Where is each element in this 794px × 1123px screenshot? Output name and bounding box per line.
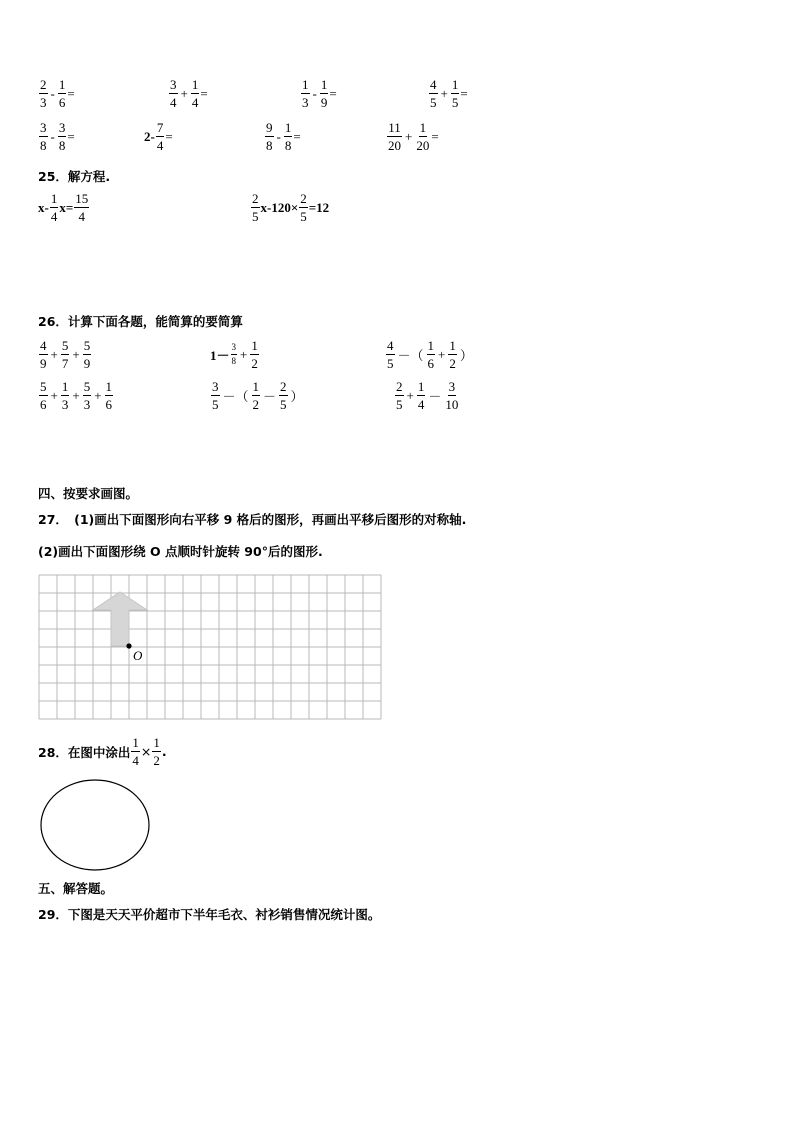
numerator: 7 bbox=[156, 120, 164, 135]
numerator: 4 bbox=[387, 338, 394, 353]
fraction bbox=[61, 339, 70, 370]
fraction bbox=[387, 121, 402, 152]
denominator: 20 bbox=[416, 138, 430, 153]
expr-r2-2 bbox=[144, 121, 173, 152]
section-4-heading: 四、按要求画图。 bbox=[38, 486, 139, 501]
equation-term: =12 bbox=[308, 199, 330, 215]
denominator: 5 bbox=[252, 209, 259, 224]
q28-lead-text: 28．在图中涂出 bbox=[38, 744, 131, 760]
q26-expr-6 bbox=[394, 380, 460, 411]
point-o bbox=[126, 643, 131, 648]
numerator: 2 bbox=[396, 379, 403, 394]
q26-expr-2 bbox=[210, 339, 260, 370]
numerator: 2 bbox=[300, 191, 307, 206]
fraction bbox=[417, 380, 426, 411]
numerator: 1 bbox=[153, 735, 160, 750]
fraction bbox=[74, 192, 89, 223]
expr-r2-1 bbox=[38, 121, 75, 152]
equals-sign: = bbox=[293, 128, 301, 144]
numerator: 3 bbox=[170, 77, 177, 92]
fraction bbox=[386, 339, 395, 370]
operator: + bbox=[406, 387, 414, 403]
denominator: 5 bbox=[280, 397, 287, 412]
fraction bbox=[252, 380, 261, 411]
fraction bbox=[429, 78, 438, 109]
grid-figure bbox=[38, 574, 388, 722]
fraction bbox=[131, 736, 140, 767]
denominator: 8 bbox=[40, 138, 47, 153]
denominator: 6 bbox=[58, 95, 66, 110]
denominator: 5 bbox=[396, 397, 403, 412]
operator: - bbox=[312, 85, 317, 101]
plus-sign: + bbox=[94, 387, 102, 403]
q27-line-2: (2)画出下面图形绕 O 点顺时针旋转 90°后的图形. bbox=[38, 544, 323, 559]
equals-sign: = bbox=[200, 85, 208, 101]
operator: － bbox=[428, 389, 442, 404]
denominator: 2 bbox=[153, 753, 160, 768]
period: . bbox=[161, 744, 167, 759]
operator: + bbox=[180, 85, 188, 101]
leading-term: 2- bbox=[144, 128, 155, 144]
denominator: 9 bbox=[320, 95, 328, 110]
operator: + bbox=[240, 346, 248, 362]
numerator: 3 bbox=[58, 120, 66, 135]
q26-expr-1 bbox=[38, 339, 92, 370]
numerator: 1 bbox=[302, 77, 309, 92]
operator: × bbox=[140, 744, 152, 759]
denominator: 4 bbox=[191, 95, 199, 110]
operator: - bbox=[276, 128, 281, 144]
denominator: 4 bbox=[417, 397, 425, 412]
denominator: 2 bbox=[252, 397, 260, 412]
fraction bbox=[284, 121, 293, 152]
numerator: 2 bbox=[40, 77, 47, 92]
numerator: 3 bbox=[212, 379, 219, 394]
q26-expr-5 bbox=[210, 380, 306, 411]
denominator: 4 bbox=[170, 95, 177, 110]
fraction bbox=[169, 78, 178, 109]
fraction bbox=[279, 380, 288, 411]
numerator: 1 bbox=[449, 338, 456, 353]
equals-sign: = bbox=[431, 128, 439, 144]
q26-title: 26．计算下面各题，能简算的要简算 bbox=[38, 314, 243, 329]
arrow-shape bbox=[93, 592, 147, 646]
numerator: 1 bbox=[320, 77, 328, 92]
equals-sign: = bbox=[329, 85, 337, 101]
denominator: 4 bbox=[50, 209, 58, 224]
operator: －（ bbox=[397, 348, 424, 363]
q26-expr-4 bbox=[38, 380, 114, 411]
denominator: 9 bbox=[83, 356, 91, 371]
operator: －（ bbox=[222, 389, 249, 404]
denominator: 2 bbox=[449, 356, 456, 371]
fraction bbox=[448, 339, 457, 370]
numerator: 15 bbox=[75, 191, 89, 206]
fraction bbox=[444, 380, 459, 411]
numerator: 1 bbox=[50, 191, 58, 206]
numerator: 1 bbox=[191, 77, 199, 92]
equals-sign: = bbox=[67, 85, 75, 101]
equals-sign: = bbox=[67, 128, 75, 144]
fraction bbox=[299, 192, 308, 223]
section-5-heading: 五、解答题。 bbox=[38, 881, 114, 896]
equation-term: x-120× bbox=[260, 199, 299, 215]
denominator: 4 bbox=[78, 209, 86, 224]
q26-expr-3 bbox=[385, 339, 475, 370]
fraction bbox=[231, 343, 238, 366]
numerator: 3 bbox=[40, 120, 47, 135]
numerator: 5 bbox=[40, 379, 47, 394]
denominator: 3 bbox=[302, 95, 309, 110]
grid-lines bbox=[39, 575, 381, 719]
fraction bbox=[211, 380, 220, 411]
operator: + bbox=[405, 128, 413, 144]
fraction bbox=[61, 380, 70, 411]
fraction bbox=[58, 78, 67, 109]
plus-sign: + bbox=[50, 346, 58, 362]
denominator: 8 bbox=[284, 138, 292, 153]
fraction bbox=[301, 78, 310, 109]
denominator: 10 bbox=[445, 397, 459, 412]
q25-equation-2 bbox=[250, 192, 329, 223]
numerator: 1 bbox=[419, 120, 427, 135]
fraction bbox=[265, 121, 274, 152]
fraction bbox=[50, 192, 59, 223]
fraction bbox=[156, 121, 165, 152]
denominator: 3 bbox=[40, 95, 47, 110]
denominator: 5 bbox=[387, 356, 394, 371]
numerator: 1 bbox=[61, 379, 69, 394]
leading-term: 1－ bbox=[210, 348, 230, 363]
denominator: 3 bbox=[61, 397, 69, 412]
denominator: 5 bbox=[430, 95, 437, 110]
denominator: 5 bbox=[300, 209, 307, 224]
point-o-label: O bbox=[133, 648, 143, 663]
fraction bbox=[451, 78, 460, 109]
expr-r1-2 bbox=[168, 78, 208, 109]
q28-title bbox=[38, 736, 167, 767]
operator: + bbox=[438, 346, 446, 362]
numerator: 1 bbox=[252, 379, 260, 394]
denominator: 8 bbox=[58, 138, 66, 153]
fraction bbox=[250, 339, 259, 370]
fraction bbox=[251, 192, 260, 223]
denominator: 8 bbox=[231, 356, 237, 366]
numerator: 5 bbox=[61, 338, 69, 353]
numerator: 1 bbox=[251, 338, 258, 353]
expr-r2-3 bbox=[264, 121, 301, 152]
denominator: 6 bbox=[40, 397, 47, 412]
expr-r1-4 bbox=[428, 78, 468, 109]
numerator: 1 bbox=[284, 120, 292, 135]
fraction bbox=[427, 339, 436, 370]
numerator: 4 bbox=[40, 338, 47, 353]
fraction bbox=[58, 121, 67, 152]
numerator: 1 bbox=[427, 338, 435, 353]
fraction bbox=[395, 380, 404, 411]
equation-term: x= bbox=[59, 199, 74, 215]
q29-text: 29．下图是天天平价超市下半年毛衣、衬衫销售情况统计图。 bbox=[38, 907, 381, 922]
ellipse-shape bbox=[41, 780, 149, 870]
plus-sign: + bbox=[72, 387, 80, 403]
numerator: 5 bbox=[83, 379, 91, 394]
expr-r1-3 bbox=[300, 78, 337, 109]
denominator: 4 bbox=[156, 138, 164, 153]
denominator: 20 bbox=[388, 138, 401, 153]
numerator: 2 bbox=[252, 191, 259, 206]
q27-line-1: 27． (1)画出下面图形向右平移 9 格后的图形，再画出平移后图形的对称轴. bbox=[38, 512, 467, 527]
fraction bbox=[191, 78, 200, 109]
denominator: 4 bbox=[132, 753, 139, 768]
operator: ） bbox=[459, 348, 473, 363]
numerator: 1 bbox=[451, 77, 459, 92]
numerator: 2 bbox=[280, 379, 287, 394]
fraction bbox=[415, 121, 430, 152]
numerator: 1 bbox=[417, 379, 425, 394]
fraction bbox=[83, 339, 92, 370]
operator: - bbox=[50, 128, 55, 144]
fraction bbox=[152, 736, 161, 767]
fraction bbox=[39, 121, 48, 152]
denominator: 5 bbox=[212, 397, 219, 412]
fraction bbox=[39, 380, 48, 411]
numerator: 9 bbox=[266, 120, 273, 135]
denominator: 5 bbox=[451, 95, 459, 110]
denominator: 6 bbox=[427, 356, 435, 371]
fraction bbox=[39, 78, 48, 109]
equation-term: x- bbox=[38, 199, 49, 215]
q25-title: 25．解方程. bbox=[38, 169, 111, 184]
numerator: 1 bbox=[132, 735, 139, 750]
operator: - bbox=[50, 85, 55, 101]
fraction bbox=[105, 380, 114, 411]
denominator: 9 bbox=[40, 356, 47, 371]
numerator: 11 bbox=[388, 120, 401, 135]
denominator: 6 bbox=[105, 397, 113, 412]
fraction bbox=[39, 339, 48, 370]
plus-sign: + bbox=[72, 346, 80, 362]
fraction bbox=[83, 380, 92, 411]
denominator: 3 bbox=[83, 397, 91, 412]
denominator: 8 bbox=[266, 138, 273, 153]
denominator: 7 bbox=[61, 356, 69, 371]
numerator: 4 bbox=[430, 77, 437, 92]
numerator: 3 bbox=[448, 379, 456, 394]
fraction bbox=[320, 78, 329, 109]
numerator: 5 bbox=[83, 338, 91, 353]
numerator: 3 bbox=[231, 343, 238, 355]
operator: + bbox=[440, 85, 448, 101]
equals-sign: = bbox=[460, 85, 468, 101]
expr-r1-1 bbox=[38, 78, 75, 109]
numerator: 1 bbox=[58, 77, 66, 92]
ellipse-figure bbox=[38, 777, 154, 875]
operator: ） bbox=[290, 389, 304, 404]
operator: － bbox=[263, 389, 277, 404]
expr-r2-4 bbox=[386, 121, 439, 152]
numerator: 1 bbox=[105, 379, 113, 394]
plus-sign: + bbox=[50, 387, 58, 403]
denominator: 2 bbox=[251, 356, 258, 371]
equals-sign: = bbox=[165, 128, 173, 144]
q25-equation-1 bbox=[38, 192, 90, 223]
